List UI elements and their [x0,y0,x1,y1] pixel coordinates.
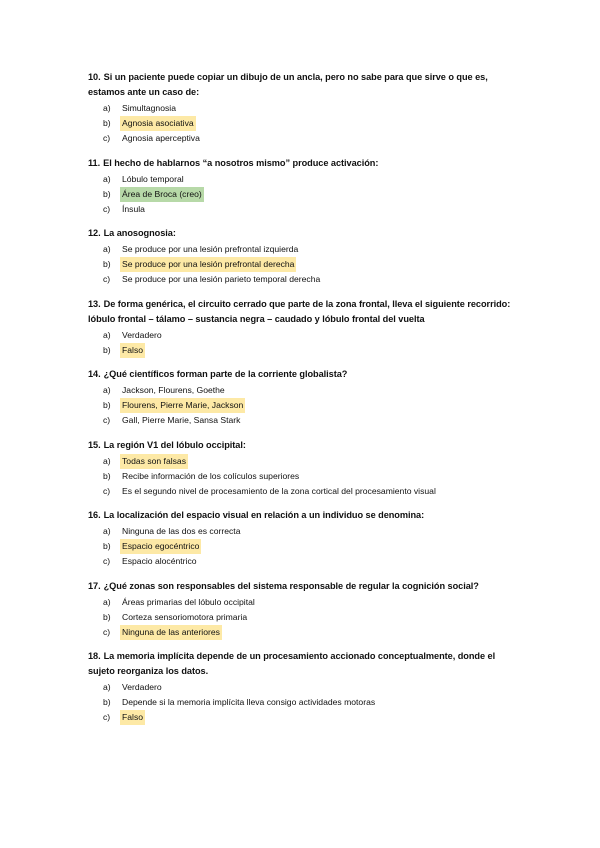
question-11 [88,156,518,217]
option-letter: b) [103,470,111,481]
option-text: Agnosia aperceptiva [122,133,200,143]
option-letter: c) [103,626,111,637]
question-number: 10. [88,72,101,82]
answer-option [88,187,518,202]
answer-option [88,680,518,695]
question-14 [88,367,518,428]
question-12 [88,226,518,287]
option-letter: a) [103,329,111,340]
answer-option [88,539,518,554]
question-number: 13. [88,298,101,309]
highlighted-answer-text: Ninguna de las anteriores [120,625,222,640]
question-number: 17. [88,580,101,591]
option-letter: a) [103,682,111,692]
question-number: 18. [88,651,101,661]
answer-option [88,257,518,272]
option-text: Gall, Pierre Marie, Sansa Stark [122,415,241,425]
question-13 [88,297,518,358]
question-number: 15. [88,439,101,450]
option-text: Jackson, Flourens, Goethe [122,385,225,395]
highlighted-answer-text: Espacio egocéntrico [120,539,201,554]
option-text: Verdadero [122,329,162,340]
question-text [88,297,518,327]
answer-option [88,172,518,187]
answer-option [88,343,518,358]
question-statement: El hecho de hablarnos “a nosotros mismo” produce activación: [103,157,379,168]
option-text: Es el segundo nivel de procesamiento de la zona cortical del procesamiento visual [122,485,436,496]
question-statement: La localización del espacio visual en relación a un individuo se denomina: [103,510,425,520]
question-number: 11. [88,157,101,168]
option-text: Verdadero [122,682,162,692]
question-list [88,70,518,735]
option-letter: b) [103,259,111,269]
question-statement: ¿Qué zonas son responsables del sistema responsable de regular la cognición social? [103,580,479,591]
answer-option [88,710,518,725]
question-text [88,156,518,171]
answer-option [88,695,518,710]
option-text: Áreas primarias del lóbulo occipital [122,596,255,607]
question-15 [88,438,518,499]
option-text: Ínsula [122,203,145,214]
question-number: 14. [88,369,101,379]
answer-option [88,398,518,413]
option-letter: a) [103,455,111,466]
option-letter: c) [103,133,111,143]
answer-option [88,116,518,131]
question-statement: La memoria implícita depende de un procesamiento accionado conceptualmente, donde el sujeto reorganiza los datos. [88,651,496,676]
answer-option [88,242,518,257]
answer-option [88,413,518,428]
answer-option [88,469,518,484]
highlighted-answer-text: Se produce por una lesión prefrontal derecha [120,257,296,272]
option-text: Se produce por una lesión prefrontal izquierda [122,244,299,254]
option-letter: a) [103,173,111,184]
question-number: 16. [88,510,101,520]
question-text [88,579,518,594]
option-letter: c) [103,556,111,566]
highlighted-answer-text: Agnosia asociativa [120,116,196,131]
option-letter: c) [103,485,111,496]
option-text: Ninguna de las dos es correcta [122,526,241,536]
option-letter: c) [103,712,111,722]
question-number: 12. [88,228,101,238]
answer-option [88,524,518,539]
answer-option [88,328,518,343]
option-text: Depende si la memoria implícita lleva consigo actividades motoras [122,697,376,707]
option-letter: b) [103,344,111,355]
question-text [88,438,518,453]
answer-option [88,595,518,610]
option-letter: c) [103,203,111,214]
option-letter: a) [103,244,111,254]
answer-option [88,484,518,499]
question-10 [88,70,518,146]
question-18 [88,649,518,725]
answer-option [88,383,518,398]
option-letter: a) [103,596,111,607]
question-text [88,226,518,241]
option-letter: b) [103,611,111,622]
answer-option [88,272,518,287]
answer-option [88,131,518,146]
option-text: Recibe información de los colículos superiores [122,470,300,481]
question-statement: ¿Qué científicos forman parte de la corriente globalista? [103,369,348,379]
highlighted-answer-text: Falso [120,710,145,725]
question-text [88,70,518,100]
answer-option [88,101,518,116]
option-letter: b) [103,188,111,199]
option-letter: b) [103,118,111,128]
option-letter: b) [103,400,111,410]
option-letter: a) [103,103,111,113]
question-text [88,508,518,523]
question-text [88,649,518,679]
question-statement: La anosognosia: [103,228,176,238]
answer-option [88,610,518,625]
highlighted-answer-text: Falso [120,343,145,358]
highlighted-answer-text: Flourens, Pierre Marie, Jackson [120,398,245,413]
answer-option [88,202,518,217]
answer-option [88,554,518,569]
option-letter: b) [103,697,111,707]
question-statement: De forma genérica, el circuito cerrado que parte de la zona frontal, lleva el siguiente recorrido: lóbulo frontal – tálamo – sustancia negra – caudado y lóbulo frontal del vuelta [88,298,511,324]
option-text: Se produce por una lesión parieto temporal derecha [122,274,321,284]
option-letter: a) [103,385,111,395]
highlighted-answer-text: Todas son falsas [120,454,188,469]
option-text: Corteza sensoriomotora primaria [122,611,248,622]
option-letter: c) [103,274,111,284]
question-statement: La región V1 del lóbulo occipital: [103,439,246,450]
option-letter: b) [103,541,111,551]
option-text: Simultagnosia [122,103,176,113]
highlighted-answer-text: Área de Broca (creo) [120,187,204,202]
question-17 [88,579,518,640]
question-text [88,367,518,382]
question-statement: Si un paciente puede copiar un dibujo de un ancla, pero no sabe para que sirve o que es, estamos ante un caso de: [88,72,488,97]
option-letter: c) [103,415,111,425]
option-text: Espacio alocéntrico [122,556,197,566]
option-text: Lóbulo temporal [122,173,184,184]
question-16 [88,508,518,569]
answer-option [88,454,518,469]
option-letter: a) [103,526,111,536]
answer-option [88,625,518,640]
